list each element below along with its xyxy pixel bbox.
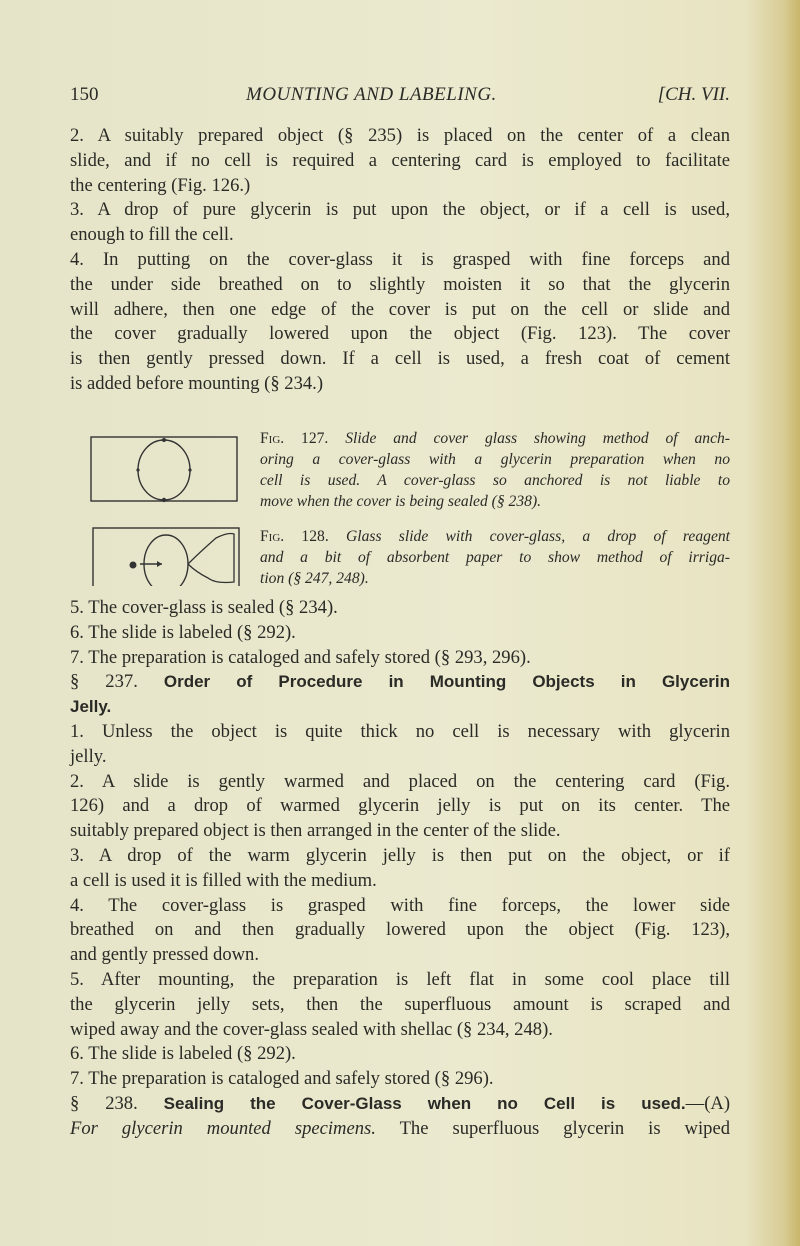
text-line bbox=[70, 770, 730, 795]
running-header bbox=[70, 84, 730, 110]
caption-text: oring a cover-glass with a glycerin preparation when no bbox=[260, 451, 730, 468]
text-segment: 3. A drop of pure glycerin is put upon the object, or if a cell is used, bbox=[70, 199, 730, 221]
caption-line bbox=[260, 428, 730, 449]
text-segment: 126) and a drop of warmed glycerin jelly is put on its center. The bbox=[70, 795, 730, 817]
caption-text: and a bit of absorbent paper to show method of irriga- bbox=[260, 549, 730, 566]
text-line bbox=[70, 646, 730, 671]
body-text-top bbox=[70, 124, 730, 397]
body-text-bottom bbox=[70, 596, 730, 1142]
text-line bbox=[70, 894, 730, 919]
text-line bbox=[70, 943, 730, 968]
text-segment: the centering (Fig. 126.) bbox=[70, 174, 251, 196]
text-segment: 1. Unless the object is quite thick no cell is necessary with glycerin bbox=[70, 720, 730, 742]
text-line bbox=[70, 273, 730, 298]
caption-text: Glass slide with cover-glass, a drop of reagent bbox=[346, 528, 730, 545]
text-segment: 2. A slide is gently warmed and placed on the centering card (Fig. bbox=[70, 770, 730, 792]
text-line bbox=[70, 248, 730, 273]
chapter-label: [CH. VII. bbox=[657, 84, 730, 105]
section-heading: Jelly. bbox=[70, 697, 112, 717]
caption-line bbox=[260, 547, 730, 568]
text-line bbox=[70, 621, 730, 646]
text-line bbox=[70, 174, 730, 199]
caption-line bbox=[260, 449, 730, 470]
text-line bbox=[70, 968, 730, 993]
text-line bbox=[70, 1042, 730, 1067]
text-line bbox=[70, 347, 730, 372]
text-segment: 4. The cover-glass is grasped with fine forceps, the lower side bbox=[70, 894, 730, 916]
text-segment: For glycerin mounted specimens. bbox=[70, 1117, 376, 1139]
caption-text: Slide and cover glass showing method of anch- bbox=[345, 430, 730, 447]
figure-127-caption bbox=[260, 428, 730, 512]
section-heading: Order of Procedure in Mounting Objects in Glycerin bbox=[163, 672, 730, 692]
text-segment: will adhere, then one edge of the cover is put on the cell or slide and bbox=[70, 298, 730, 320]
text-segment: the cover gradually lowered upon the object (Fig. 123). The cover bbox=[70, 323, 730, 345]
text-segment: 5. After mounting, the preparation is left flat in some cool place till bbox=[70, 968, 730, 990]
text-segment: The superfluous glycerin is wiped bbox=[375, 1117, 730, 1139]
text-line bbox=[70, 720, 730, 745]
caption-line bbox=[260, 568, 730, 589]
figure-127-drawing bbox=[88, 434, 240, 506]
text-segment: slide, and if no cell is required a centering card is employed to facilitate bbox=[70, 149, 730, 171]
text-line bbox=[70, 695, 730, 720]
section-heading: Sealing the Cover-Glass when no Cell is used. bbox=[163, 1093, 686, 1113]
text-segment: the under side breathed on to slightly moisten it so that the glycerin bbox=[70, 273, 730, 295]
text-line bbox=[70, 298, 730, 323]
text-line bbox=[70, 1018, 730, 1043]
text-line bbox=[70, 1092, 730, 1117]
text-segment: jelly. bbox=[70, 745, 107, 767]
text-line bbox=[70, 149, 730, 174]
text-segment: 2. A suitably prepared object (§ 235) is placed on the center of a clean bbox=[70, 125, 730, 146]
text-segment: enough to fill the cell. bbox=[70, 224, 234, 246]
text-segment: 3. A drop of the warm glycerin jelly is then put on the object, or if bbox=[70, 844, 730, 866]
text-segment: and gently pressed down. bbox=[70, 944, 259, 966]
text-line bbox=[70, 596, 730, 621]
caption-text: tion (§ 247, 248). bbox=[260, 570, 369, 587]
text-segment: —(A) bbox=[685, 1092, 731, 1114]
text-line bbox=[70, 372, 730, 397]
text-segment: § 238. bbox=[70, 1092, 164, 1114]
text-line bbox=[70, 670, 730, 695]
page-number: 150 bbox=[70, 84, 99, 105]
text-segment: 6. The slide is labeled (§ 292). bbox=[70, 621, 296, 643]
text-segment: 7. The preparation is cataloged and safely stored (§ 296). bbox=[70, 1068, 494, 1090]
caption-line bbox=[260, 491, 730, 512]
text-line bbox=[70, 794, 730, 819]
text-line bbox=[70, 918, 730, 943]
caption-line bbox=[260, 470, 730, 491]
figure-128-caption bbox=[260, 526, 730, 589]
text-line bbox=[70, 124, 730, 149]
text-line bbox=[70, 819, 730, 844]
text-line bbox=[70, 869, 730, 894]
text-line bbox=[70, 844, 730, 869]
caption-line bbox=[260, 526, 730, 547]
text-line bbox=[70, 223, 730, 248]
text-segment: breathed on and then gradually lowered upon the object (Fig. 123), bbox=[70, 919, 730, 941]
text-segment: § 237. bbox=[70, 671, 164, 693]
caption-text: cell is used. A cover-glass so anchored is not liable to bbox=[260, 472, 730, 489]
text-line bbox=[70, 322, 730, 347]
text-segment: wiped away and the cover-glass sealed with shellac (§ 234, 248). bbox=[70, 1018, 553, 1040]
text-segment: 7. The preparation is cataloged and safely stored (§ 293, 296). bbox=[70, 646, 531, 668]
text-segment: is then gently pressed down. If a cell is used, a fresh coat of cement bbox=[70, 348, 730, 370]
text-segment: 4. In putting on the cover-glass it is grasped with fine forceps and bbox=[70, 248, 730, 270]
text-segment: a cell is used it is filled with the medium. bbox=[70, 869, 377, 891]
text-segment: suitably prepared object is then arranged in the center of the slide. bbox=[70, 820, 561, 842]
text-segment: the glycerin jelly sets, then the superfluous amount is scraped and bbox=[70, 993, 730, 1015]
text-line bbox=[70, 1067, 730, 1092]
text-segment: is added before mounting (§ 234.) bbox=[70, 372, 324, 394]
text-segment: 5. The cover-glass is sealed (§ 234). bbox=[70, 597, 338, 618]
running-title: MOUNTING AND LABELING. bbox=[246, 84, 497, 105]
figure-label: Fig. 127. bbox=[260, 430, 329, 447]
figure-128-drawing bbox=[88, 524, 243, 586]
text-line bbox=[70, 745, 730, 770]
text-line bbox=[70, 993, 730, 1018]
text-segment: 6. The slide is labeled (§ 292). bbox=[70, 1043, 296, 1065]
text-line bbox=[70, 1117, 730, 1142]
caption-text: move when the cover is being sealed (§ 238). bbox=[260, 493, 542, 510]
text-line bbox=[70, 198, 730, 223]
figure-label: Fig. 128. bbox=[260, 528, 329, 545]
